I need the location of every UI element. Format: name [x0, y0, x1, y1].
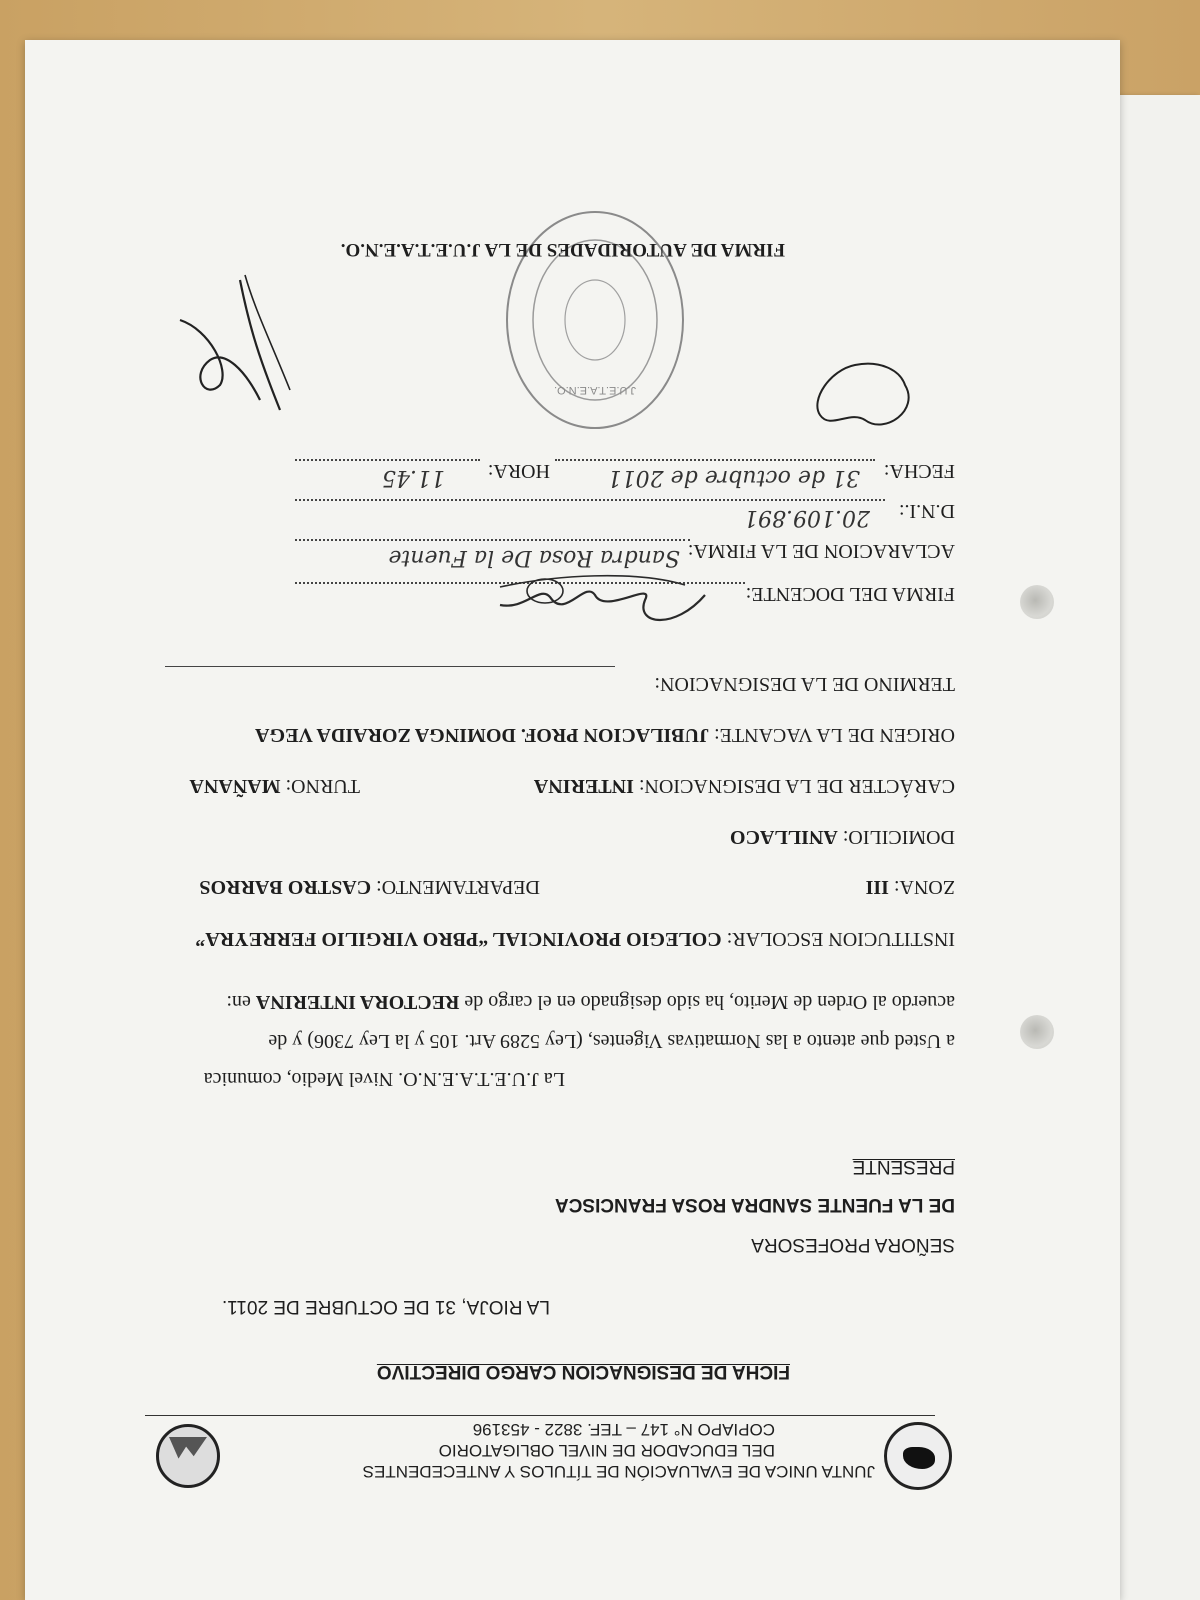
- fecha-value: 31 de octubre de 2011: [607, 465, 860, 490]
- termino-label: TERMINO DE LA DESIGNACION:: [654, 673, 955, 695]
- juetaeno-logo: [884, 1422, 952, 1490]
- hora-value: 11.45: [382, 465, 445, 490]
- role-value: RECTORA INTERINA: [255, 991, 460, 1013]
- field-turno: [189, 774, 360, 797]
- origen-value: JUBILACION PROF. DOMINGA ZORAIDA VEGA: [255, 724, 710, 746]
- turno-label: TURNO:: [280, 775, 360, 797]
- recipient-name: DE LA FUENTE SANDRA ROSA FRANCISCA: [554, 1194, 955, 1215]
- document-content: [25, 40, 1120, 1600]
- document-sheet: [25, 40, 1120, 1600]
- body-line1: La J.U.E.T.A.E.N.O. Nivel Medio, comunica: [203, 1068, 565, 1090]
- caracter-label: CARÁCTER DE LA DESIGNACION:: [633, 775, 955, 797]
- departamento-value: CASTRO BARROS: [199, 876, 372, 898]
- date-line: LA RIOJA, 31 DE OCTUBRE DE 2011.: [221, 1296, 550, 1317]
- departamento-label: DEPARTAMENTO:: [371, 876, 540, 898]
- stamp-label: J.U.E.T.A.E.N.O.: [554, 384, 636, 396]
- dni-value: 20.109.891: [744, 505, 870, 530]
- zona-label: ZONA:: [888, 876, 955, 898]
- hora-label: HORA:: [487, 460, 550, 482]
- origen-label: ORIGEN DE LA VACANTE:: [709, 724, 955, 746]
- domicilio-value: ANILLACO: [729, 826, 838, 848]
- aclaracion-value: Sandra Rosa De la Fuente: [388, 545, 680, 570]
- presente: PRESENTE: [852, 1156, 955, 1177]
- authority-initial-signature: [805, 350, 925, 440]
- institucion-label: INSTITUCION ESCOLAR:: [721, 928, 955, 950]
- field-origen: [255, 723, 955, 746]
- salutation: SEÑORA PROFESORA: [751, 1234, 955, 1255]
- turno-value: MAÑANA: [189, 775, 281, 797]
- fecha-line: [555, 459, 875, 462]
- header-line3: COPIAPO N° 147 – TEF. 3822 - 453196: [472, 1420, 775, 1439]
- dni-line: [295, 499, 885, 502]
- header-divider: [145, 1415, 935, 1416]
- body-line3-prefix: acuerdo al Orden de Merito, ha sido designado en el cargo de: [459, 991, 955, 1013]
- caracter-value: INTERINA: [533, 775, 634, 797]
- field-caracter: [534, 774, 955, 797]
- field-termino: [654, 672, 955, 695]
- field-institucion: [195, 927, 955, 950]
- domicilio-label: DOMICILIO:: [837, 826, 955, 848]
- institucion-value: COLEGIO PROVINCIAL “PBRO VIRGILIO FERREYRA”: [195, 928, 722, 950]
- header-block: [275, 1419, 875, 1482]
- header-line2: DEL EDUCADOR DE NIVEL OBLIGATORIO: [438, 1441, 775, 1460]
- field-zona: [866, 875, 955, 898]
- aclaracion-line: [295, 539, 690, 542]
- termino-line: [165, 666, 615, 667]
- body-line3: [226, 990, 955, 1013]
- fecha-label: FECHA:: [883, 460, 955, 482]
- field-departamento: [199, 875, 540, 898]
- body-line3-suffix: en:: [226, 991, 256, 1013]
- aclaracion-label: ACLARACION DE LA FIRMA:: [687, 540, 955, 562]
- autoridades-label: FIRMA DE AUTORIDADES DE LA J.U.E.T.A.E.N.O.: [340, 239, 785, 260]
- dni-label: D.N.I.:: [898, 500, 955, 522]
- ministry-logo: [156, 1424, 220, 1488]
- field-domicilio: [730, 825, 955, 848]
- body-line2: a Usted que atento a las Normativas Vigentes, (Ley 5289 Art. 105 y la Ley 7306) y de: [268, 1030, 955, 1052]
- header-line1: JUNTA UNICA DE EVALUACIÓN DE TÍTULOS Y ANTECEDENTES: [362, 1462, 875, 1481]
- hora-line: [295, 459, 480, 462]
- firma-docente-label: FIRMA DEL DOCENTE:: [745, 583, 955, 605]
- teacher-signature: [485, 565, 715, 635]
- authority-signature: [160, 270, 300, 420]
- zona-value: III: [865, 876, 889, 898]
- document-title: FICHA DE DESIGNACION CARGO DIRECTIVO: [376, 1361, 790, 1382]
